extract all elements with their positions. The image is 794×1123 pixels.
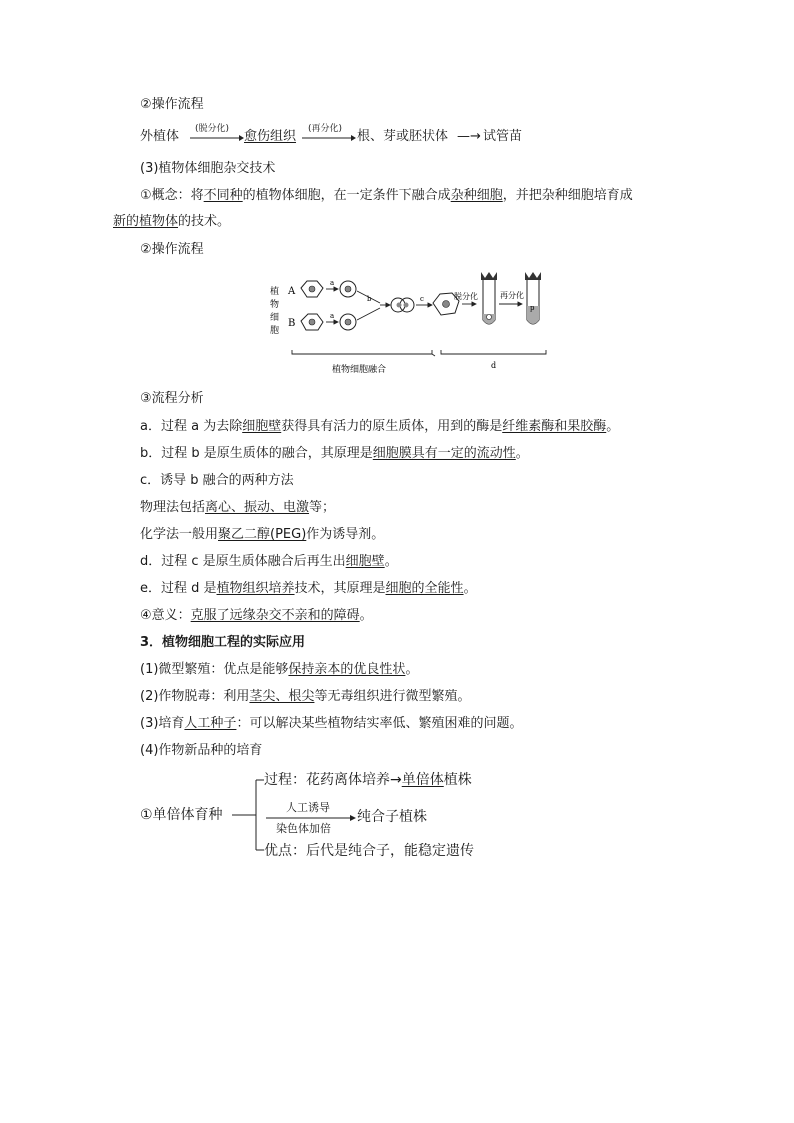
text: (2)作物脱毒：利用	[140, 689, 250, 704]
brace-fusion	[292, 350, 432, 354]
underlined-text: 保持亲本的优良性状	[288, 662, 406, 677]
label-d: d	[491, 361, 497, 370]
underlined-text: 茎尖、根尖	[249, 689, 315, 704]
text: b．过程 b 是原生质体的融合，其原理是	[140, 446, 373, 461]
text: ，并把杂种细胞培育成	[502, 188, 633, 203]
section-title-flow: ②操作流程	[140, 97, 204, 112]
label-p: p	[530, 304, 535, 312]
text: 的技术。	[178, 214, 231, 229]
arrow-icon	[190, 133, 244, 143]
concept-line-1	[140, 187, 633, 205]
underlined-text: 细胞膜具有一定的流动性	[372, 446, 516, 461]
text: 物理法包括	[140, 500, 206, 515]
plant-cell-char: 植	[270, 287, 280, 297]
label-B: B	[288, 318, 296, 329]
label-c: c	[420, 295, 424, 303]
analysis-e	[140, 580, 477, 598]
text: (1)微型繁殖：优点是能够	[140, 662, 289, 677]
meaning	[140, 607, 373, 625]
analysis-b	[140, 445, 529, 463]
underlined-text: 聚乙二醇(PEG)	[218, 527, 307, 542]
analysis-c: c．诱导 b 融合的两种方法	[140, 473, 294, 488]
text: ：可以解决某些植物结实率低、繁殖困难的问题。	[236, 716, 523, 731]
nucleus	[345, 286, 351, 292]
application-1	[140, 661, 418, 679]
haploid-breeding-root: ①单倍体育种	[140, 807, 223, 823]
plant-cell-char: 细	[270, 313, 280, 323]
underlined-text: 克服了远缘杂交不亲和的障碍	[190, 608, 360, 623]
section-title-hybridization: (3)植物体细胞杂交技术	[140, 161, 276, 176]
text: e．过程 d 是	[140, 581, 217, 596]
arrow-label-text-1: 脱分化	[198, 124, 226, 134]
text: 的植物体细胞，在一定条件下融合成	[242, 188, 451, 203]
nucleus	[443, 301, 450, 308]
text: 植株	[443, 772, 472, 788]
text: 等无毒组织进行微型繁殖。	[314, 689, 471, 704]
application-2	[140, 688, 470, 706]
underlined-text: 杂种细胞	[450, 188, 503, 203]
text: a．过程 a 为去除	[140, 419, 243, 434]
underlined-text: 植物组织培养	[216, 581, 295, 596]
physical-method	[140, 499, 335, 517]
text: 。	[359, 608, 373, 623]
flow-start: 外植体	[140, 129, 180, 144]
text: 化学法一般用	[140, 527, 219, 542]
nucleus	[404, 303, 409, 308]
flow-dash-arrow: —→	[457, 129, 481, 144]
arrow-top-label: 人工诱导	[286, 801, 330, 814]
underlined-text: 纤维素酶和果胶酶	[502, 419, 607, 434]
label-fusion: 植物细胞融合	[332, 365, 387, 375]
text: 。	[384, 554, 398, 569]
nucleus	[309, 286, 315, 292]
arrow-label-dedifferentiation: (脱分化)	[195, 124, 230, 134]
tube-plug	[525, 272, 541, 280]
section-title-applications: 3．植物细胞工程的实际应用	[140, 635, 306, 650]
tube-plug	[481, 272, 497, 280]
text: 。	[515, 446, 529, 461]
brace-tip	[432, 354, 435, 356]
label-a1: a	[330, 279, 335, 287]
text: 获得具有活力的原生质体，用到的酶是	[281, 419, 503, 434]
arrow-label-text-2: 再分化	[311, 124, 339, 134]
brace-d	[441, 350, 546, 354]
chemical-method	[140, 526, 384, 544]
concept-line-2	[113, 213, 230, 231]
text: d．过程 c 是原生质体融合后再生出	[140, 554, 346, 569]
haploid-advantage: 优点：后代是纯合子，能稳定遗传	[264, 843, 474, 859]
text: 。	[463, 581, 477, 596]
flow-end: 根、芽或胚状体	[357, 129, 449, 144]
label-a2: a	[330, 312, 335, 320]
flow-callus: 愈伤组织	[244, 129, 297, 144]
application-4: (4)作物新品种的培育	[140, 743, 263, 758]
underlined-text: 人工种子	[184, 716, 237, 731]
nucleus	[309, 319, 315, 325]
text: 。	[606, 419, 620, 434]
text: 等；	[309, 500, 336, 515]
arrow-label-redifferentiation: (再分化)	[308, 124, 343, 134]
underlined-text: 不同种	[203, 188, 243, 203]
text: 作为诱导剂。	[306, 527, 385, 542]
nucleus	[397, 303, 402, 308]
arrow-bottom-label: 染色体加倍	[276, 822, 331, 835]
text: 技术，其原理是	[294, 581, 386, 596]
text: (3)培育	[140, 716, 185, 731]
label-dedifferentiation: 脱分化	[454, 292, 478, 301]
label-A: A	[288, 286, 296, 297]
haploid-process	[264, 771, 472, 789]
text: ④意义：	[140, 608, 191, 623]
text: 过程：花药离体培养→	[264, 772, 402, 788]
label-b: b	[367, 295, 372, 303]
underlined-text: 细胞的全能性	[385, 581, 464, 596]
converge-line	[357, 308, 380, 320]
text: ①概念：将	[140, 188, 204, 203]
plant-cell-char: 物	[270, 300, 280, 310]
arrow-icon	[302, 133, 356, 143]
flow-final: 试管苗	[483, 129, 523, 144]
underlined-text: 新的植物体	[113, 214, 179, 229]
underlined-text: 单倍体	[401, 772, 444, 788]
underlined-text: 细胞壁	[242, 419, 282, 434]
section-title-flow-2: ②操作流程	[140, 242, 204, 257]
underlined-text: 细胞壁	[345, 554, 385, 569]
analysis-a	[140, 418, 619, 436]
label-redifferentiation: 再分化	[500, 291, 524, 300]
plant-cell-char: 胞	[270, 326, 280, 336]
application-3	[140, 715, 522, 733]
hybridization-diagram	[260, 268, 560, 380]
underlined-text: 离心、振动、电激	[205, 500, 310, 515]
section-title-analysis: ③流程分析	[140, 391, 204, 406]
pure-line-plant: 纯合子植株	[357, 809, 427, 825]
callus	[487, 315, 492, 320]
analysis-d	[140, 553, 398, 571]
nucleus	[345, 319, 351, 325]
text: 。	[405, 662, 419, 677]
